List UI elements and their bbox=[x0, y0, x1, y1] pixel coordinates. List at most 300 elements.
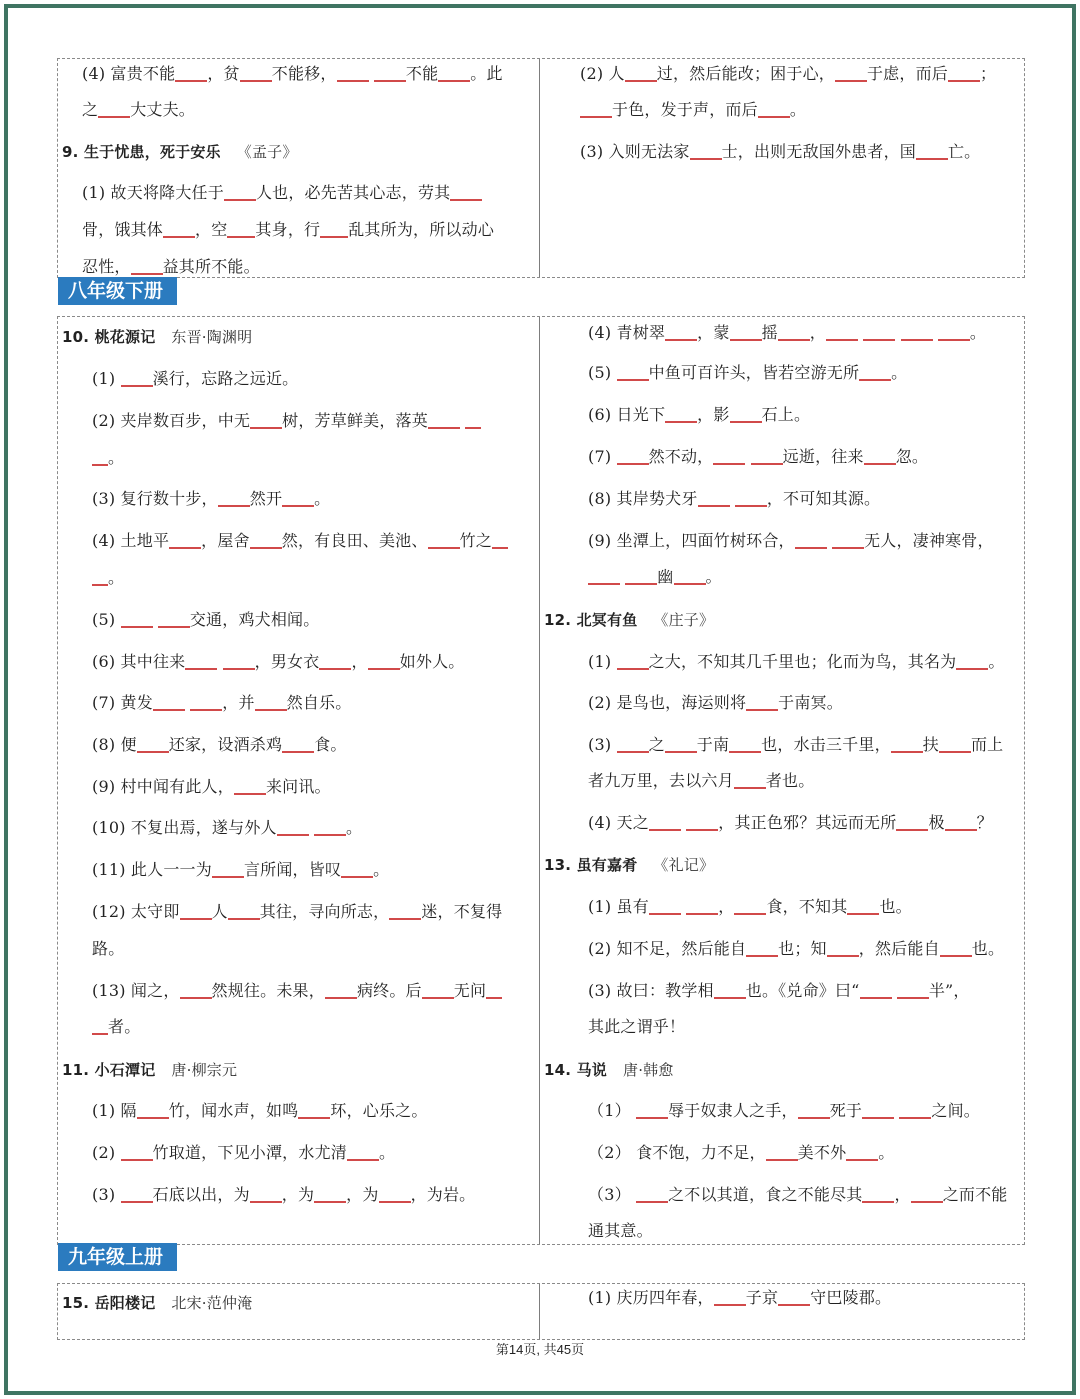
question-text: 益其所不能。 bbox=[162, 257, 260, 276]
fill-in-blank[interactable] bbox=[863, 339, 895, 341]
question-text: 也。 bbox=[879, 897, 912, 916]
question-text: (4) 天之 bbox=[588, 813, 649, 832]
fill-in-blank[interactable] bbox=[734, 787, 766, 789]
question-text: （1） bbox=[588, 1101, 637, 1120]
fill-in-blank[interactable] bbox=[428, 547, 460, 549]
fill-in-blank[interactable] bbox=[896, 829, 928, 831]
fill-in-blank[interactable] bbox=[729, 751, 761, 753]
question-text: 。 bbox=[108, 568, 125, 587]
question-line bbox=[588, 447, 928, 467]
fill-in-blank[interactable] bbox=[859, 379, 891, 381]
fill-in-blank[interactable] bbox=[121, 626, 153, 628]
fill-in-blank[interactable] bbox=[948, 80, 980, 82]
fill-in-blank[interactable] bbox=[169, 547, 201, 549]
fill-in-blank[interactable] bbox=[255, 709, 287, 711]
question-text: (5) bbox=[588, 363, 617, 382]
question-line bbox=[82, 257, 260, 277]
fill-in-blank[interactable] bbox=[617, 751, 649, 753]
question-text: 之 bbox=[82, 100, 99, 119]
fill-in-blank[interactable] bbox=[674, 583, 706, 585]
fill-in-blank[interactable] bbox=[250, 1201, 282, 1203]
fill-in-blank[interactable] bbox=[826, 339, 858, 341]
fill-in-blank[interactable] bbox=[690, 158, 722, 160]
fill-in-blank[interactable] bbox=[379, 1201, 411, 1203]
question-text: 者九万里，去以六月 bbox=[588, 771, 734, 790]
fill-in-blank[interactable] bbox=[282, 751, 314, 753]
lesson-heading bbox=[544, 1060, 674, 1080]
fill-in-blank[interactable] bbox=[778, 339, 810, 341]
lesson-author: 唐·柳宗元 bbox=[171, 1061, 238, 1079]
question-line bbox=[588, 981, 970, 1001]
question-text: 其身，行 bbox=[255, 220, 321, 239]
fill-in-blank[interactable] bbox=[827, 955, 859, 957]
fill-in-blank[interactable] bbox=[846, 1159, 878, 1161]
fill-in-blank[interactable] bbox=[864, 463, 896, 465]
question-text: 。 bbox=[314, 489, 331, 508]
fill-in-blank[interactable] bbox=[314, 834, 346, 836]
question-line bbox=[580, 142, 980, 162]
lesson-heading bbox=[544, 855, 714, 875]
fill-in-blank[interactable] bbox=[862, 1201, 894, 1203]
question-line bbox=[580, 64, 996, 84]
question-text: 而上 bbox=[970, 735, 1004, 754]
fill-in-blank[interactable] bbox=[665, 751, 697, 753]
question-line bbox=[588, 771, 814, 791]
question-text: 忽。 bbox=[895, 447, 929, 466]
question-text: 也；知 bbox=[778, 939, 827, 958]
question-text: 还家，设酒杀鸡 bbox=[168, 735, 283, 754]
question-text: (8) 其岸势犬牙 bbox=[588, 489, 698, 508]
question-text: 来问讯。 bbox=[265, 777, 331, 796]
question-text: (11) 此人一一为 bbox=[92, 860, 212, 879]
fill-in-blank[interactable] bbox=[121, 1159, 153, 1161]
lesson-title: 12. 北冥有鱼 bbox=[544, 611, 638, 629]
fill-in-blank[interactable] bbox=[223, 668, 255, 670]
question-text: (1) bbox=[588, 652, 617, 671]
question-text: ，为岩。 bbox=[410, 1185, 476, 1204]
question-text: (2) bbox=[92, 1143, 121, 1162]
question-text: 如外人。 bbox=[399, 652, 465, 671]
fill-in-blank[interactable] bbox=[798, 1117, 830, 1119]
fill-in-blank[interactable] bbox=[175, 80, 207, 82]
fill-in-blank[interactable] bbox=[492, 547, 508, 549]
box-top-right bbox=[540, 59, 1024, 277]
question-text: (12) 太守即 bbox=[92, 902, 180, 921]
question-line bbox=[588, 1101, 980, 1121]
fill-in-blank[interactable] bbox=[428, 427, 460, 429]
box-bottom-left bbox=[58, 1284, 538, 1339]
question-line bbox=[588, 363, 907, 383]
fill-in-blank[interactable] bbox=[617, 379, 649, 381]
fill-in-blank[interactable] bbox=[940, 955, 972, 957]
fill-in-blank[interactable] bbox=[735, 505, 767, 507]
fill-in-blank[interactable] bbox=[734, 913, 766, 915]
fill-in-blank[interactable] bbox=[758, 116, 790, 118]
question-text: 守巴陵郡。 bbox=[810, 1288, 892, 1307]
question-text: 路。 bbox=[92, 939, 125, 958]
question-text: 幽 bbox=[657, 567, 674, 586]
question-text: 不能移， bbox=[271, 64, 337, 83]
fill-in-blank[interactable] bbox=[860, 997, 892, 999]
fill-in-blank[interactable] bbox=[92, 584, 108, 586]
question-text: 人也，必先苦其心志，劳其 bbox=[255, 183, 451, 202]
question-text: 于南 bbox=[696, 735, 730, 754]
question-text: 之不以其道，食之不能尽其 bbox=[668, 1185, 863, 1204]
lesson-title: 11. 小石潭记 bbox=[62, 1061, 156, 1079]
lesson-heading bbox=[62, 1293, 252, 1313]
question-line bbox=[588, 813, 993, 833]
question-line bbox=[588, 567, 722, 587]
lesson-title: 13. 虽有嘉肴 bbox=[544, 856, 638, 874]
question-text: 食，不知其 bbox=[766, 897, 848, 916]
question-text: 者也。 bbox=[765, 771, 815, 790]
question-text: 也。 bbox=[971, 939, 1005, 958]
question-text: 环，心乐之。 bbox=[330, 1101, 428, 1120]
fill-in-blank[interactable] bbox=[778, 1304, 810, 1306]
question-text: 无问 bbox=[453, 981, 487, 1000]
fill-in-blank[interactable] bbox=[891, 751, 923, 753]
question-text: (3) 故曰：教学相 bbox=[588, 981, 714, 1000]
lesson-author: 东晋·陶渊明 bbox=[171, 328, 253, 346]
question-text: 中鱼可百许头，皆若空游无所 bbox=[648, 363, 860, 382]
lesson-author: 唐·韩愈 bbox=[623, 1061, 674, 1079]
question-line bbox=[92, 777, 331, 797]
question-text: 其往，寻向所志， bbox=[259, 902, 390, 921]
fill-in-blank[interactable] bbox=[121, 1201, 153, 1203]
question-text: ，影 bbox=[697, 405, 730, 424]
question-text: 人 bbox=[211, 902, 228, 921]
fill-in-blank[interactable] bbox=[180, 997, 212, 999]
fill-in-blank[interactable] bbox=[450, 199, 482, 201]
question-text: 于南冥。 bbox=[778, 693, 843, 712]
question-text: 扶 bbox=[922, 735, 939, 754]
question-text: 然开 bbox=[249, 489, 283, 508]
fill-in-blank[interactable] bbox=[250, 427, 282, 429]
question-line bbox=[588, 531, 994, 551]
fill-in-blank[interactable] bbox=[250, 547, 282, 549]
question-text: (1) 故天将降大任于 bbox=[82, 183, 224, 202]
box-middle-left bbox=[58, 317, 538, 1244]
fill-in-blank[interactable] bbox=[625, 80, 657, 82]
question-text: 之间。 bbox=[931, 1101, 980, 1120]
box-top bbox=[57, 58, 1025, 278]
question-text: 亡。 bbox=[947, 142, 981, 161]
fill-in-blank[interactable] bbox=[92, 1033, 108, 1035]
fill-in-blank[interactable] bbox=[945, 829, 977, 831]
fill-in-blank[interactable] bbox=[714, 997, 746, 999]
question-text: ，男女衣 bbox=[254, 652, 320, 671]
question-line bbox=[82, 220, 494, 240]
question-text: (1) 虽有 bbox=[588, 897, 649, 916]
fill-in-blank[interactable] bbox=[337, 80, 369, 82]
fill-in-blank[interactable] bbox=[899, 1117, 931, 1119]
question-text: 言所闻，皆叹 bbox=[243, 860, 342, 879]
fill-in-blank[interactable] bbox=[730, 421, 762, 423]
lesson-heading bbox=[62, 142, 298, 162]
fill-in-blank[interactable] bbox=[153, 709, 185, 711]
fill-in-blank[interactable] bbox=[713, 463, 745, 465]
question-text: (5) bbox=[92, 610, 121, 629]
question-line bbox=[92, 860, 389, 880]
question-text: ， bbox=[894, 1185, 911, 1204]
question-line bbox=[588, 1017, 685, 1037]
fill-in-blank[interactable] bbox=[465, 427, 481, 429]
question-text: 半”， bbox=[928, 981, 970, 1000]
question-text: (4) 富贵不能 bbox=[82, 64, 176, 83]
question-line bbox=[92, 735, 347, 755]
question-line bbox=[588, 897, 912, 917]
question-text: 于色，发于声，而后 bbox=[612, 100, 758, 119]
fill-in-blank[interactable] bbox=[636, 1201, 668, 1203]
question-line bbox=[82, 100, 195, 120]
question-text: (3) bbox=[92, 1185, 121, 1204]
fill-in-blank[interactable] bbox=[617, 668, 649, 670]
question-line bbox=[92, 1185, 475, 1205]
fill-in-blank[interactable] bbox=[224, 199, 256, 201]
question-text: ，蒙 bbox=[697, 323, 730, 342]
question-line bbox=[92, 902, 502, 922]
question-text: ，其正色邪？其远而无所 bbox=[718, 813, 897, 832]
question-text: (7) bbox=[588, 447, 617, 466]
question-line bbox=[588, 1288, 891, 1308]
question-text: 然规往。未果， bbox=[211, 981, 325, 1000]
question-text: (1) 隔 bbox=[92, 1101, 137, 1120]
fill-in-blank[interactable] bbox=[714, 1304, 746, 1306]
fill-in-blank[interactable] bbox=[368, 668, 400, 670]
question-text: 。 bbox=[988, 652, 1005, 671]
question-text: 乱其所为，所以动心 bbox=[348, 220, 495, 239]
fill-in-blank[interactable] bbox=[325, 997, 357, 999]
question-text: 士，出则无敌国外患者，国 bbox=[721, 142, 916, 161]
question-text: (3) 入则无法家 bbox=[580, 142, 690, 161]
section-header-grade8-vol2: 八年级下册 bbox=[58, 277, 173, 305]
question-text: (3) bbox=[588, 735, 617, 754]
fill-in-blank[interactable] bbox=[897, 997, 929, 999]
question-text: 然自乐。 bbox=[286, 693, 352, 712]
fill-in-blank[interactable] bbox=[277, 834, 309, 836]
fill-in-blank[interactable] bbox=[617, 463, 649, 465]
question-text: 。此 bbox=[470, 64, 503, 83]
question-text: 也。《兑命》曰“ bbox=[745, 981, 860, 1000]
question-line bbox=[588, 652, 1005, 672]
fill-in-blank[interactable] bbox=[580, 116, 612, 118]
box-bottom bbox=[57, 1283, 1025, 1340]
question-text: (6) 其中往来 bbox=[92, 652, 186, 671]
question-text: 。 bbox=[378, 1143, 396, 1162]
fill-in-blank[interactable] bbox=[314, 1201, 346, 1203]
question-text: 然不动， bbox=[648, 447, 714, 466]
question-line bbox=[92, 939, 124, 959]
fill-in-blank[interactable] bbox=[137, 1117, 169, 1119]
question-text: 不能 bbox=[405, 64, 439, 83]
fill-in-blank[interactable] bbox=[698, 505, 730, 507]
question-text: ，屋舍 bbox=[201, 531, 250, 550]
fill-in-blank[interactable] bbox=[180, 918, 212, 920]
fill-in-blank[interactable] bbox=[137, 751, 169, 753]
fill-in-blank[interactable] bbox=[832, 547, 864, 549]
fill-in-blank[interactable] bbox=[438, 80, 470, 82]
fill-in-blank[interactable] bbox=[665, 339, 697, 341]
question-text: 迷，不复得 bbox=[421, 902, 503, 921]
question-text: 树，芳草鲜美，落英 bbox=[282, 411, 428, 430]
question-text: 辱于奴隶人之手， bbox=[668, 1101, 798, 1120]
question-text: 。 bbox=[705, 567, 722, 586]
box-middle bbox=[57, 316, 1025, 1245]
lesson-author: 《礼记》 bbox=[653, 856, 715, 874]
question-text: 。 bbox=[878, 1143, 895, 1162]
lesson-heading bbox=[544, 610, 714, 630]
fill-in-blank[interactable] bbox=[686, 913, 718, 915]
question-line bbox=[92, 818, 362, 838]
fill-in-blank[interactable] bbox=[649, 913, 681, 915]
box-middle-right bbox=[540, 317, 1024, 1244]
question-text: ，不可知其源。 bbox=[766, 489, 881, 508]
fill-in-blank[interactable] bbox=[862, 1117, 894, 1119]
question-text: ， bbox=[809, 323, 826, 342]
fill-in-blank[interactable] bbox=[939, 751, 971, 753]
fill-in-blank[interactable] bbox=[625, 583, 657, 585]
fill-in-blank[interactable] bbox=[389, 918, 421, 920]
fill-in-blank[interactable] bbox=[588, 583, 620, 585]
question-line bbox=[588, 693, 843, 713]
box-top-left bbox=[58, 59, 538, 277]
fill-in-blank[interactable] bbox=[901, 339, 933, 341]
question-text: (9) 村中闻有此人， bbox=[92, 777, 234, 796]
fill-in-blank[interactable] bbox=[121, 385, 153, 387]
fill-in-blank[interactable] bbox=[835, 80, 867, 82]
fill-in-blank[interactable] bbox=[665, 421, 697, 423]
fill-in-blank[interactable] bbox=[730, 339, 762, 341]
fill-in-blank[interactable] bbox=[766, 1159, 798, 1161]
question-text: (1) 庆历四年春， bbox=[588, 1288, 714, 1307]
question-text: （3） bbox=[588, 1185, 637, 1204]
fill-in-blank[interactable] bbox=[486, 997, 502, 999]
question-text: (13) 闻之， bbox=[92, 981, 180, 1000]
question-text: 极 bbox=[928, 813, 945, 832]
question-text: ，贫 bbox=[207, 64, 240, 83]
fill-in-blank[interactable] bbox=[131, 273, 163, 275]
question-line bbox=[92, 411, 481, 431]
fill-in-blank[interactable] bbox=[374, 80, 406, 82]
question-text: ，并 bbox=[222, 693, 255, 712]
fill-in-blank[interactable] bbox=[185, 668, 217, 670]
question-text: 过，然后能改；困于心， bbox=[656, 64, 835, 83]
box-bottom-right bbox=[540, 1284, 1024, 1339]
lesson-heading bbox=[62, 1060, 237, 1080]
lesson-title: 15. 岳阳楼记 bbox=[62, 1294, 156, 1312]
question-text: 溪行，忘路之远近。 bbox=[152, 369, 299, 388]
fill-in-blank[interactable] bbox=[347, 1159, 379, 1161]
fill-in-blank[interactable] bbox=[795, 547, 827, 549]
fill-in-blank[interactable] bbox=[163, 236, 195, 238]
question-text: 。 bbox=[373, 860, 390, 879]
fill-in-blank[interactable] bbox=[636, 1117, 668, 1119]
question-line bbox=[588, 939, 1004, 959]
question-text: 忍性， bbox=[82, 257, 131, 276]
fill-in-blank[interactable] bbox=[746, 955, 778, 957]
fill-in-blank[interactable] bbox=[218, 505, 250, 507]
fill-in-blank[interactable] bbox=[422, 997, 454, 999]
question-text: (2) 夹岸数百步，中无 bbox=[92, 411, 251, 430]
fill-in-blank[interactable] bbox=[190, 709, 222, 711]
question-text: ，空 bbox=[195, 220, 228, 239]
fill-in-blank[interactable] bbox=[228, 918, 260, 920]
question-text: (6) 日光下 bbox=[588, 405, 666, 424]
fill-in-blank[interactable] bbox=[649, 829, 681, 831]
fill-in-blank[interactable] bbox=[319, 668, 351, 670]
question-text: 石底以出，为 bbox=[152, 1185, 250, 1204]
question-line bbox=[588, 1143, 894, 1163]
question-text: （2） 食不饱，力不足， bbox=[588, 1143, 766, 1162]
question-line bbox=[92, 1017, 140, 1037]
fill-in-blank[interactable] bbox=[686, 829, 718, 831]
question-line bbox=[82, 183, 482, 203]
fill-in-blank[interactable] bbox=[938, 339, 970, 341]
fill-in-blank[interactable] bbox=[847, 913, 879, 915]
question-text: 骨，饿其体 bbox=[82, 220, 164, 239]
fill-in-blank[interactable] bbox=[240, 80, 272, 82]
question-line bbox=[588, 405, 810, 425]
question-text: (3) 复行数十步， bbox=[92, 489, 218, 508]
fill-in-blank[interactable] bbox=[92, 464, 108, 466]
page-footer: 第14页, 共45页 bbox=[495, 1342, 585, 1357]
fill-in-blank[interactable] bbox=[911, 1201, 943, 1203]
question-text: 然，有良田、美池、 bbox=[281, 531, 428, 550]
question-text: ； bbox=[979, 64, 997, 83]
fill-in-blank[interactable] bbox=[298, 1117, 330, 1119]
fill-in-blank[interactable] bbox=[158, 626, 190, 628]
fill-in-blank[interactable] bbox=[282, 505, 314, 507]
question-text: 之而不能 bbox=[942, 1185, 1008, 1204]
question-text: 通其意。 bbox=[588, 1221, 653, 1240]
fill-in-blank[interactable] bbox=[751, 463, 783, 465]
lesson-title: 10. 桃花源记 bbox=[62, 328, 156, 346]
question-line bbox=[588, 1185, 1008, 1205]
question-text: 之大，不知其几千里也；化而为鸟，其名为 bbox=[648, 652, 957, 671]
fill-in-blank[interactable] bbox=[916, 158, 948, 160]
fill-in-blank[interactable] bbox=[234, 793, 266, 795]
fill-in-blank[interactable] bbox=[746, 709, 778, 711]
question-line bbox=[92, 531, 508, 551]
question-text: 无人，凄神寒骨， bbox=[864, 531, 994, 550]
question-line bbox=[92, 652, 464, 672]
question-text: 。 bbox=[891, 363, 908, 382]
question-text: 摇 bbox=[761, 323, 778, 342]
question-text: (9) 坐潭上，四面竹树环合， bbox=[588, 531, 795, 550]
fill-in-blank[interactable] bbox=[98, 116, 130, 118]
question-text: ，然后能自 bbox=[858, 939, 940, 958]
question-line bbox=[82, 64, 503, 84]
question-line bbox=[92, 1143, 395, 1163]
fill-in-blank[interactable] bbox=[341, 876, 373, 878]
fill-in-blank[interactable] bbox=[227, 236, 255, 238]
question-text: 竹取道，下见小潭，水尤清 bbox=[152, 1143, 347, 1162]
lesson-title: 9. 生于忧患，死于安乐 bbox=[62, 143, 221, 161]
question-text: 。 bbox=[789, 100, 807, 119]
question-line bbox=[92, 568, 124, 588]
question-line bbox=[588, 735, 1003, 755]
fill-in-blank[interactable] bbox=[956, 668, 988, 670]
question-text: ？ bbox=[976, 813, 993, 832]
question-text: 交通，鸡犬相闻。 bbox=[189, 610, 320, 629]
lesson-author: 《孟子》 bbox=[236, 143, 298, 161]
fill-in-blank[interactable] bbox=[212, 876, 244, 878]
question-line bbox=[92, 369, 298, 389]
question-line bbox=[92, 448, 124, 468]
question-text: 病终。后 bbox=[356, 981, 422, 1000]
question-text: 死于 bbox=[829, 1101, 863, 1120]
fill-in-blank[interactable] bbox=[320, 236, 348, 238]
